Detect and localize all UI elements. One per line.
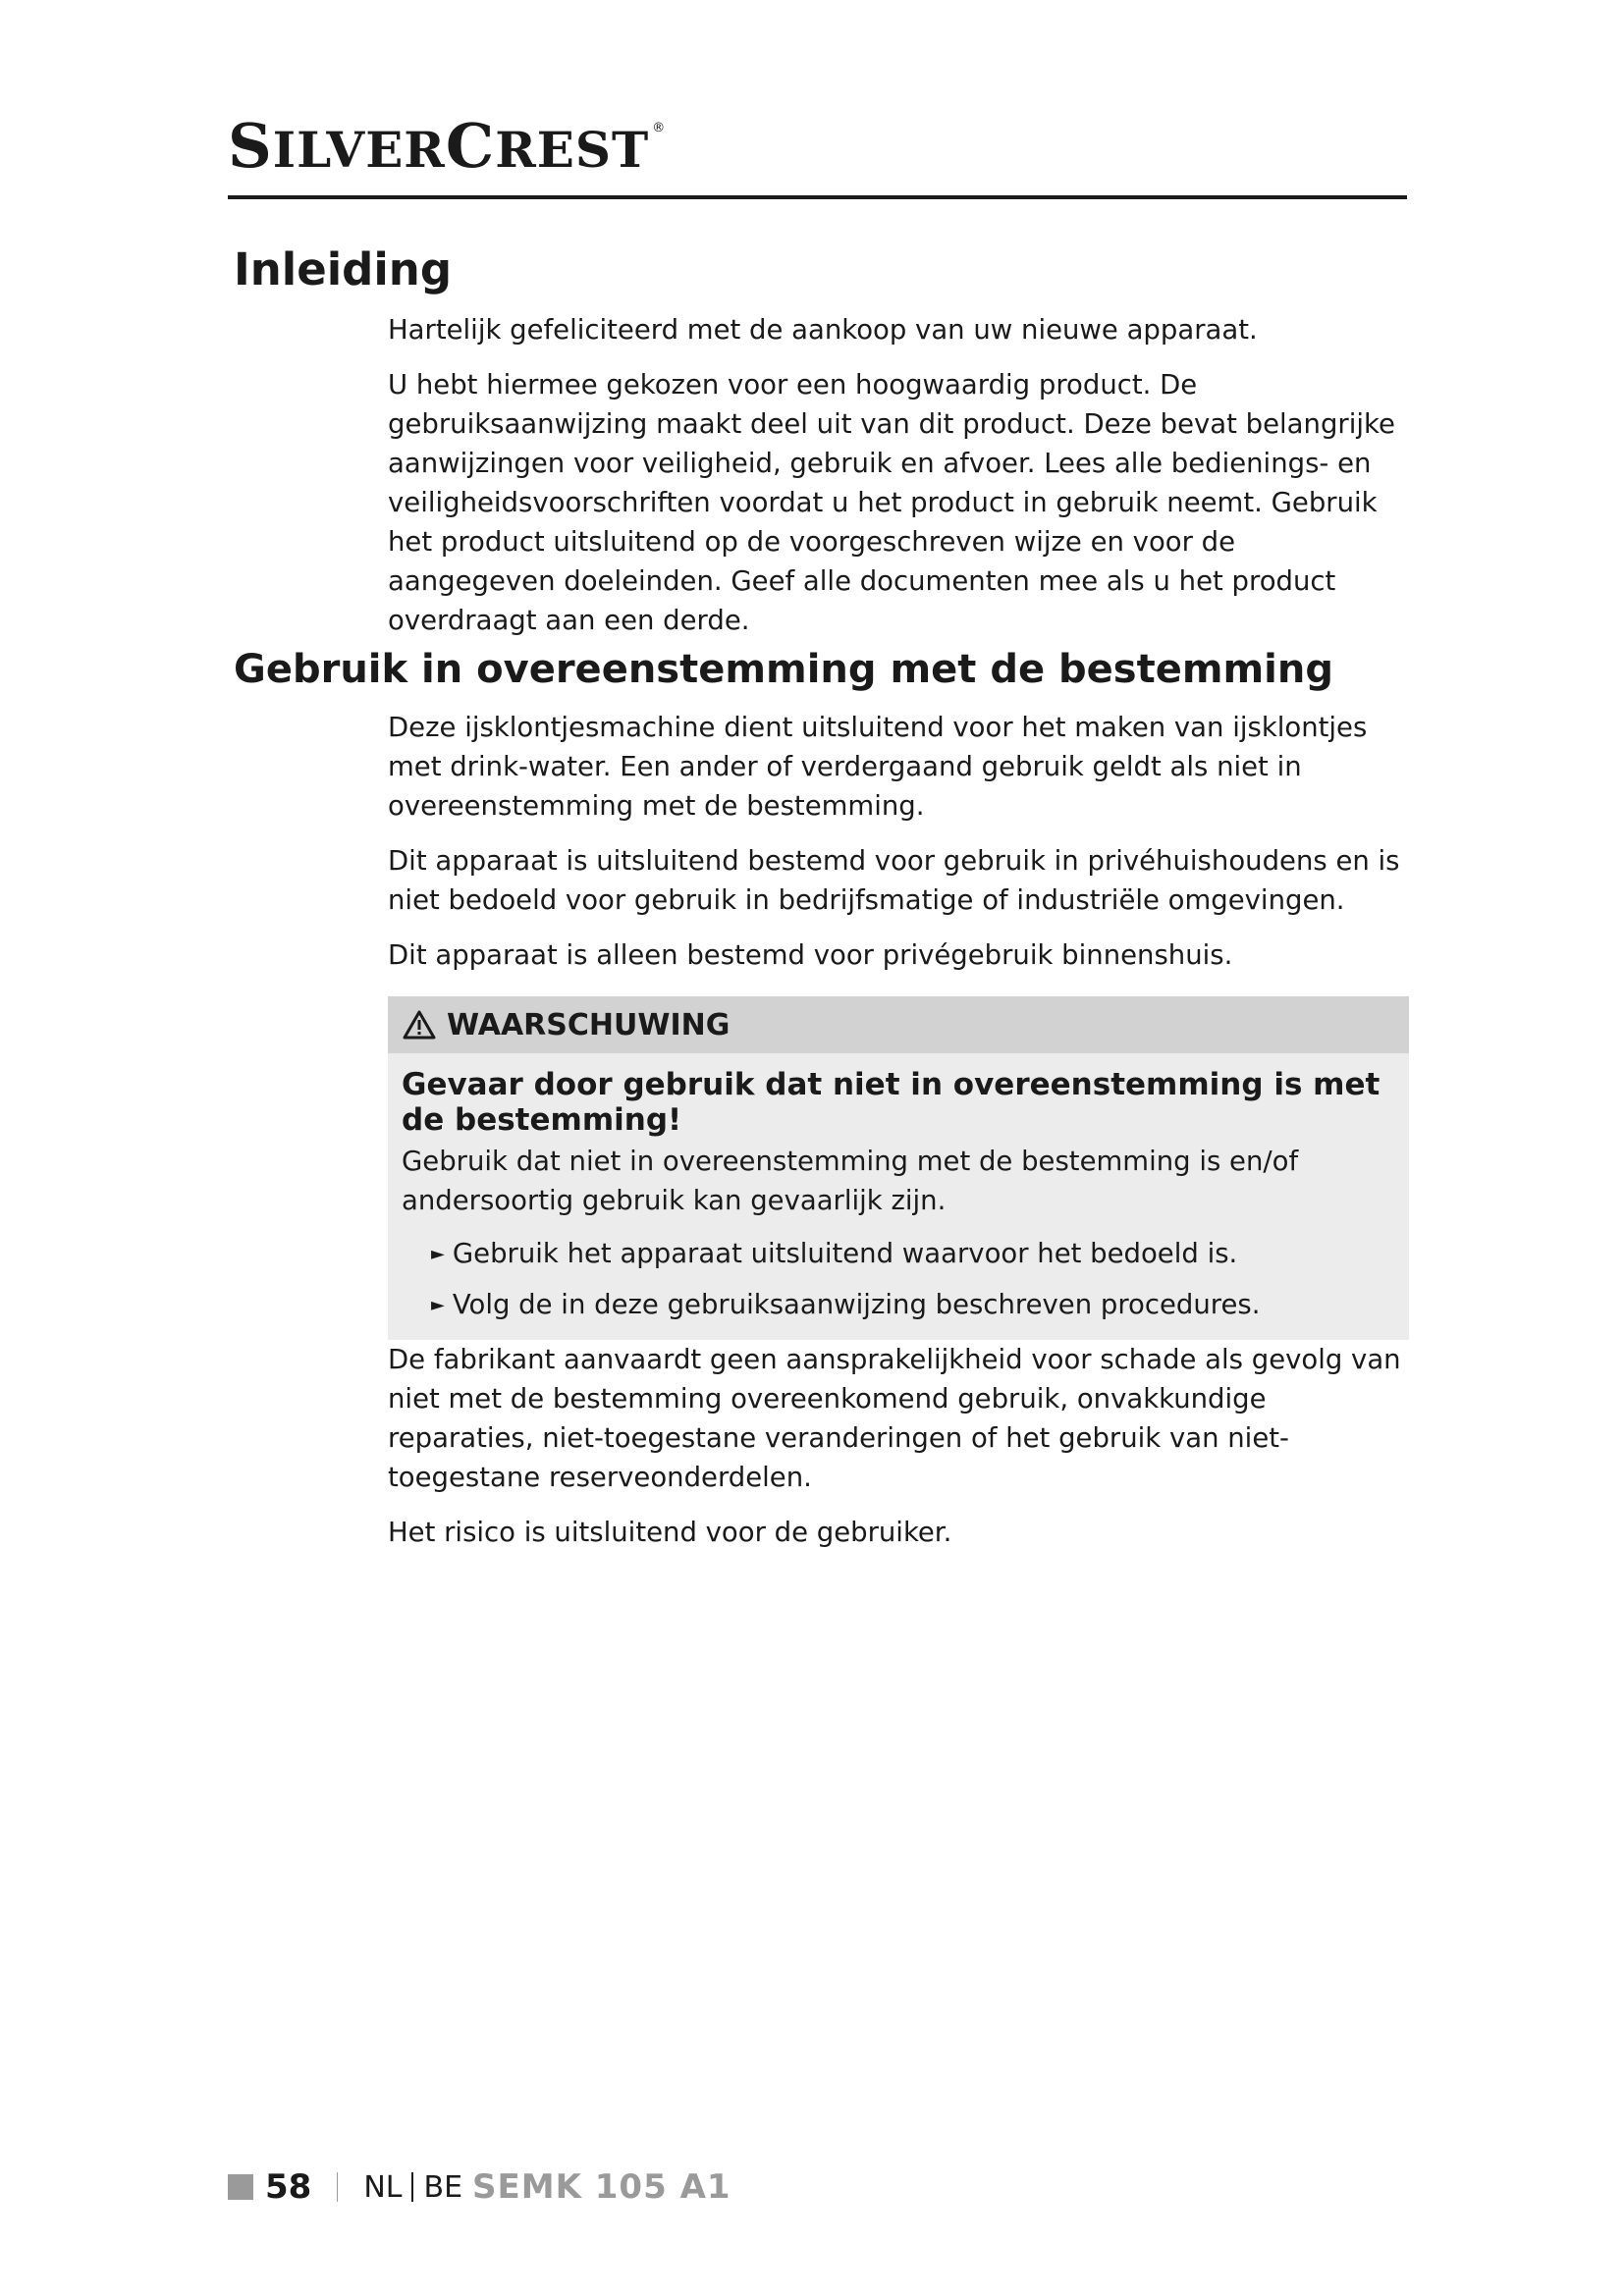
intro-body [388,310,1409,656]
logo-letter-c: C [445,110,496,182]
section-title-inleiding: Inleiding [234,243,453,295]
list-item-text: Volg de in deze gebruiksaanwijzing beschreven procedures. [452,1289,1261,1320]
warning-text: Gebruik dat niet in overeenstemming met de bestemming is en/of andersoortig gebruik kan gevaarlijk zijn. [402,1146,1299,1216]
usage-body [388,708,1409,990]
usage-paragraph: Dit apparaat is uitsluitend bestemd voor gebruik in privéhuishoudens en is niet bedoeld voor gebruik in bedrijfsmatige of industriële omgevingen. [388,845,1400,916]
footer-divider [337,2172,338,2202]
square-marker-icon [228,2174,253,2200]
liability-body [388,1340,1409,1568]
language-be: BE [423,2169,463,2205]
warning-header [388,996,1409,1053]
language-divider [411,2172,413,2202]
warning-box [388,996,1409,1340]
intro-paragraph: Hartelijk gefeliciteerd met de aankoop van uw nieuwe apparaat. [388,314,1258,346]
logo-text-rest: REST [495,121,650,179]
list-item-text: Gebruik het apparaat uitsluitend waarvoor het bedoeld is. [452,1238,1238,1269]
warning-body [388,1053,1409,1340]
risk-paragraph: Het risico is uitsluitend voor de gebruiker. [388,1517,952,1548]
registered-mark: ® [652,121,667,135]
logo-letter-s: S [228,110,273,182]
arrow-right-icon: ► [431,1244,445,1264]
warning-triangle-icon [402,1009,437,1041]
usage-paragraph: Deze ijsklontjesmachine dient uitsluitend voor het maken van ijsklontjes met drink-water. Een ander of verdergaand gebruik geldt als niet in overeenstemming met de bestemming. [388,712,1368,822]
logo-text-ilver: ILVER [272,121,446,179]
intro-paragraph: U hebt hiermee gekozen voor een hoogwaardig product. De gebruiksaanwijzing maakt deel uit van dit product. Deze bevat belangrijke aanwijzingen voor veiligheid, gebruik en afvoer. Lees alle bedienings- en veiligheidsvoorschriften voordat u het product in gebruik neemt. Gebruik het product uitsluitend op de voorgeschreven wijze en voor de aangegeven doeleinden. Geef alle documenten mee als u het product overdraagt aan een derde. [388,369,1395,636]
header-rule [228,195,1407,199]
page-footer [228,2167,731,2207]
warning-title: Gevaar door gebruik dat niet in overeenstemming is met de bestemming! [402,1067,1380,1138]
section-title-gebruik: Gebruik in overeenstemming met de bestemming [234,647,1333,692]
list-item [431,1230,1395,1281]
warning-label: WAARSCHUWING [447,1007,731,1042]
language-nl: NL [363,2169,403,2205]
page-number: 58 [265,2167,312,2207]
liability-paragraph: De fabrikant aanvaardt geen aansprakelijkheid voor schade als gevolg van niet met de bestemming overeenkomend gebruik, onvakkundige reparaties, niet-toegestane veranderingen of het gebruik van niet-toegestane reserveonderdelen. [388,1344,1401,1493]
warning-list [402,1230,1395,1332]
arrow-right-icon: ► [431,1295,445,1315]
usage-paragraph: Dit apparaat is alleen bestemd voor privégebruik binnenshuis. [388,939,1233,971]
list-item [431,1281,1395,1332]
brand-logo [228,110,667,182]
model-number: SEMK 105 A1 [472,2167,731,2207]
